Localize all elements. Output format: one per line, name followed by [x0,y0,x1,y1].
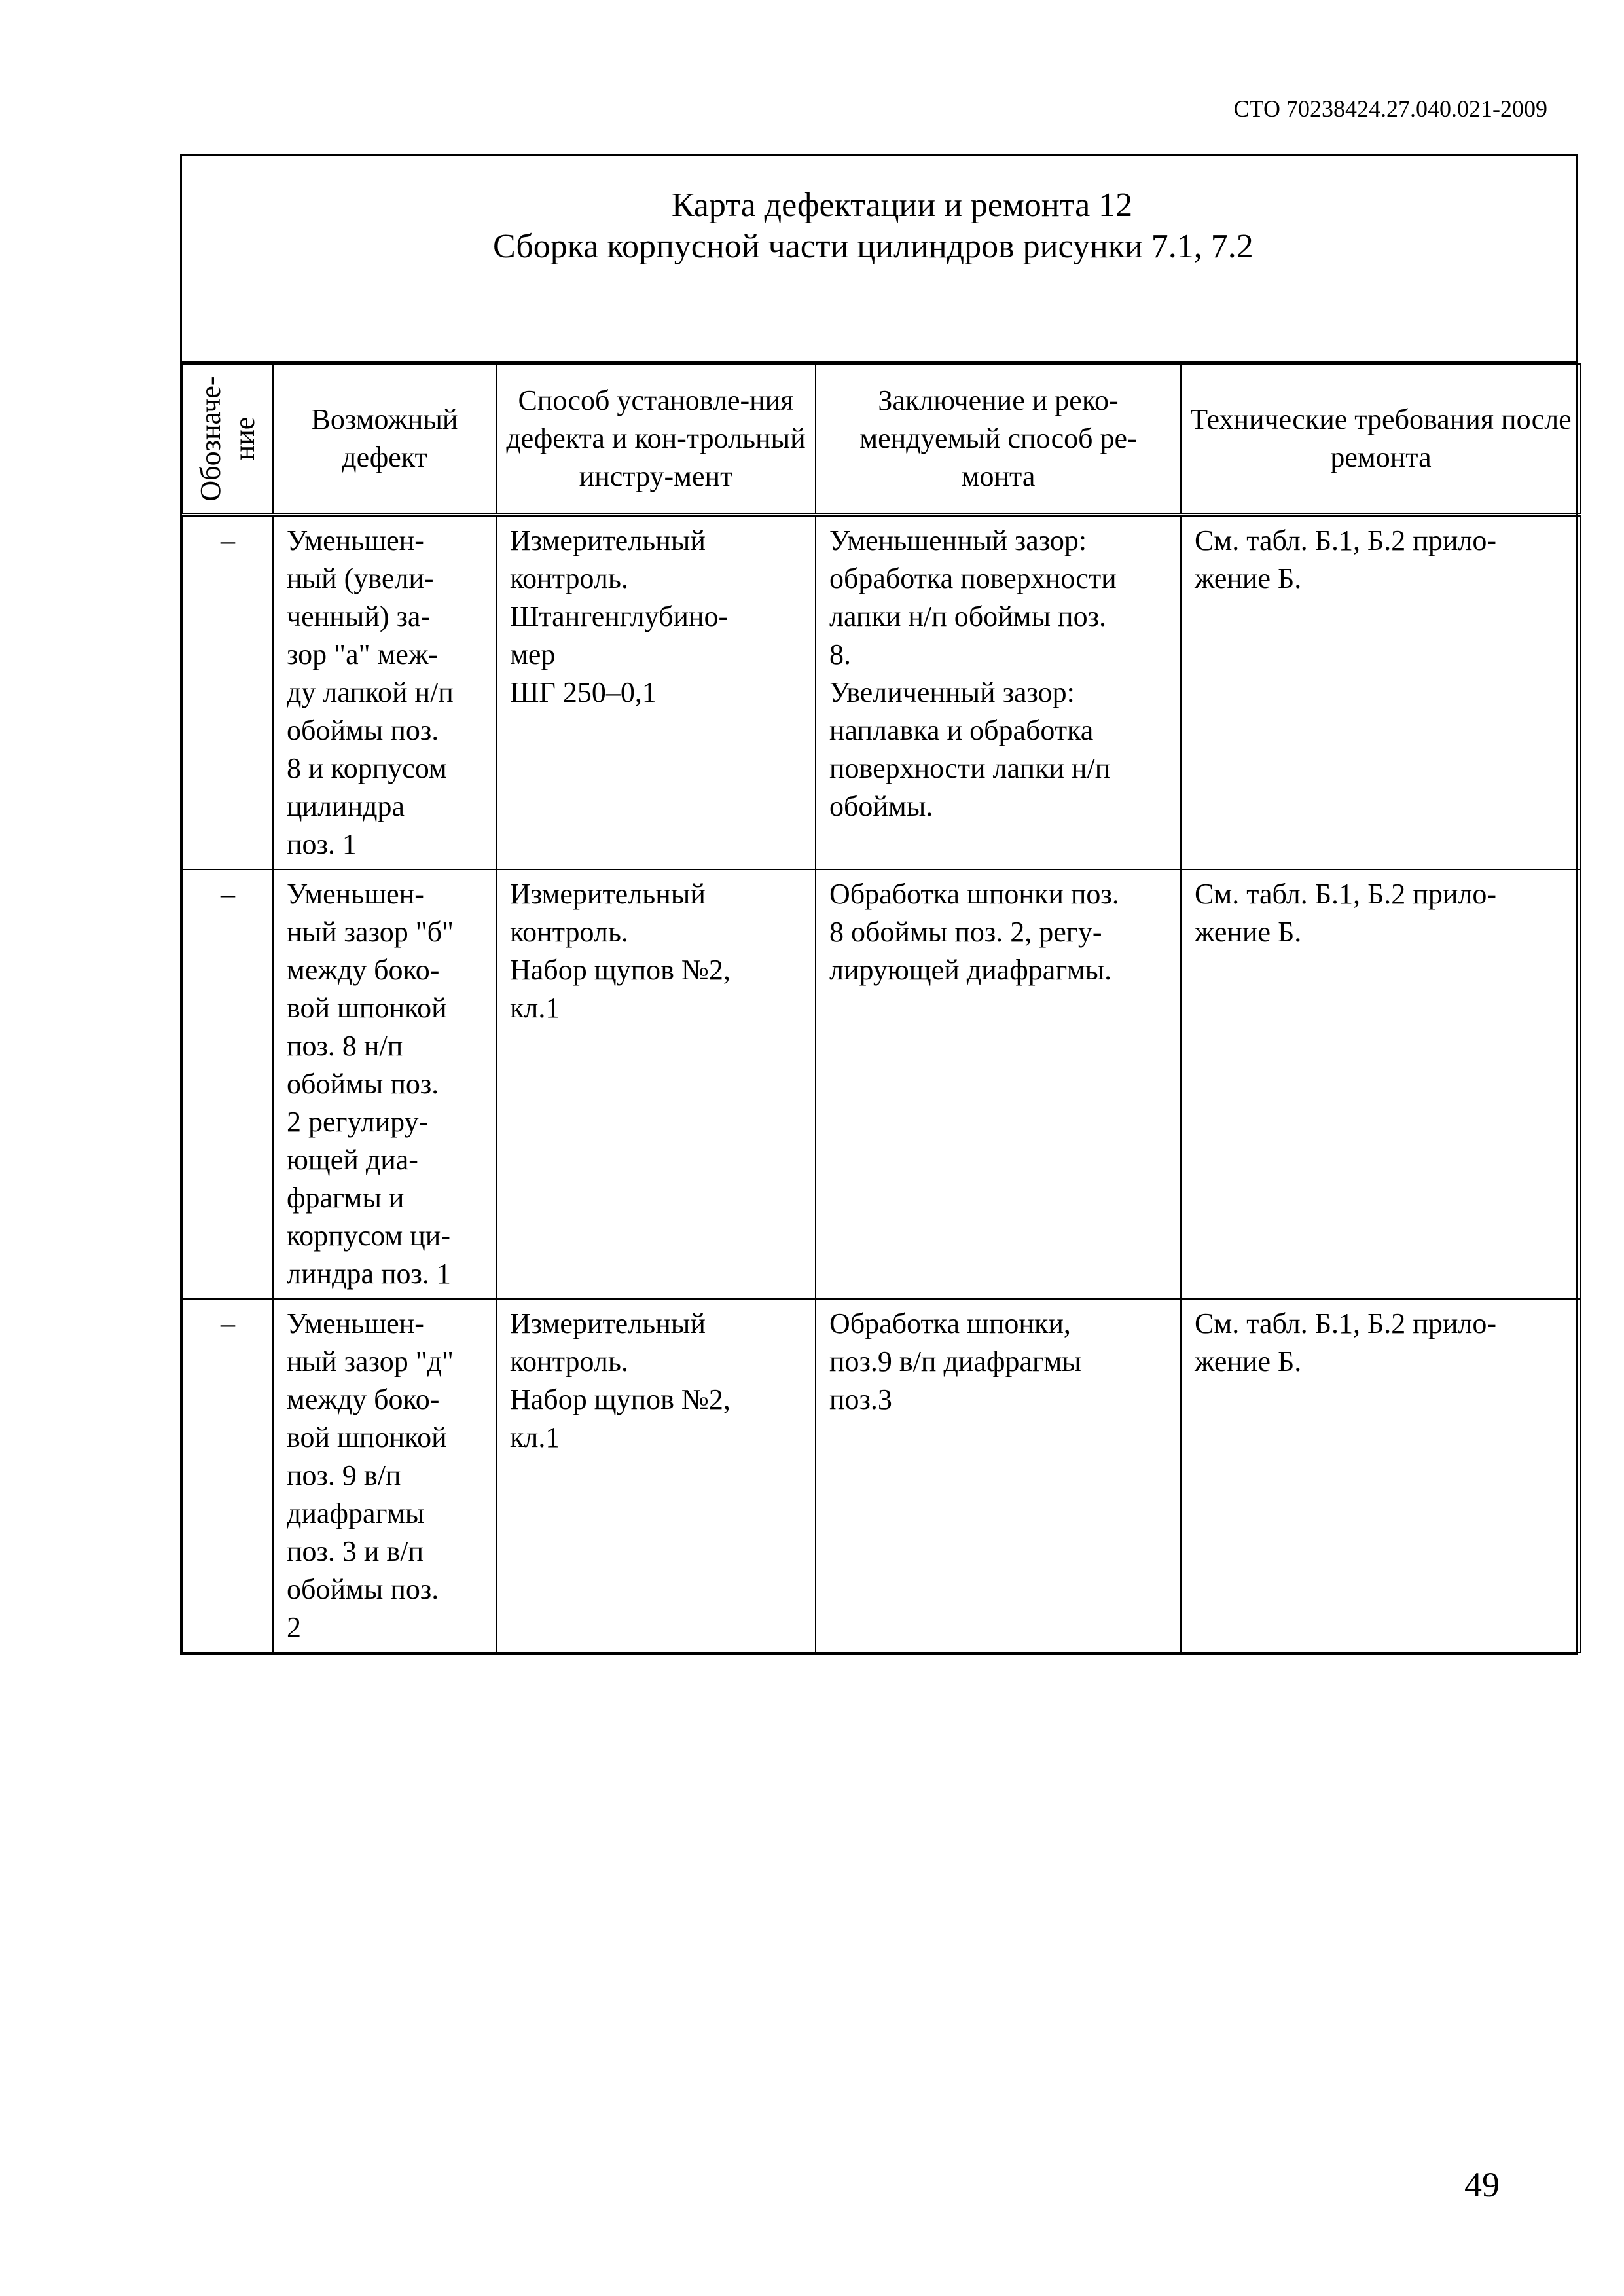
cell-code: – [183,869,273,1299]
cell-code: – [183,515,273,869]
table-row [183,515,1581,869]
cell-requirements: См. табл. Б.1, Б.2 прило- жение Б. [1181,1299,1581,1652]
column-header-defect: Возможный дефект [273,364,496,515]
card-subtitle: Сборка корпусной части цилиндров рисунки 7.1, 7.2 [493,228,1254,265]
cell-method: Измерительный контроль. Штангенглубино- мер ШГ 250–0,1 [496,515,816,869]
column-header-code [183,364,273,515]
table-row [183,1299,1581,1652]
defect-table [182,363,1581,1653]
document-code: СТО 70238424.27.040.021-2009 [1233,96,1547,122]
cell-defect: Уменьшен- ный зазор "б" между боко- вой шпонкой поз. 8 н/п обоймы поз. 2 регулиру- ющей диа- фрагмы и корпусом ци- линдра поз. 1 [273,869,496,1299]
cell-defect: Уменьшен- ный зазор "д" между боко- вой шпонкой поз. 9 в/п диафрагмы поз. 3 и в/п обоймы поз. 2 [273,1299,496,1652]
card-title-block [182,156,1576,363]
page-number: 49 [1464,2165,1500,2204]
table-row [183,869,1581,1299]
card-title: Карта дефектации и ремонта 12 [671,187,1133,224]
cell-method: Измерительный контроль. Набор щупов №2, кл.1 [496,1299,816,1652]
cell-conclusion: Уменьшенный зазор: обработка поверхности лапки н/п обоймы поз. 8. Увеличенный зазор: наплавка и обработка поверхности лапки н/п обоймы. [816,515,1181,869]
cell-conclusion: Обработка шпонки поз. 8 обоймы поз. 2, регу- лирующей диафрагмы. [816,869,1181,1299]
column-header-method: Способ установле-ния дефекта и кон-трольный инстру-мент [496,364,816,515]
column-header-code-label: Обозначе- ние [194,376,261,501]
column-header-requirements: Технические требования после ремонта [1181,364,1581,515]
column-header-conclusion: Заключение и реко-мендуемый способ ре-монта [816,364,1181,515]
table-header-row [183,364,1581,515]
defect-card [180,154,1578,1655]
cell-defect: Уменьшен- ный (увели- ченный) за- зор "а" меж- ду лапкой н/п обоймы поз. 8 и корпусом цилиндра поз. 1 [273,515,496,869]
cell-conclusion: Обработка шпонки, поз.9 в/п диафрагмы поз.3 [816,1299,1181,1652]
cell-requirements: См. табл. Б.1, Б.2 прило- жение Б. [1181,515,1581,869]
cell-code: – [183,1299,273,1652]
cell-method: Измерительный контроль. Набор щупов №2, кл.1 [496,869,816,1299]
cell-requirements: См. табл. Б.1, Б.2 прило- жение Б. [1181,869,1581,1299]
